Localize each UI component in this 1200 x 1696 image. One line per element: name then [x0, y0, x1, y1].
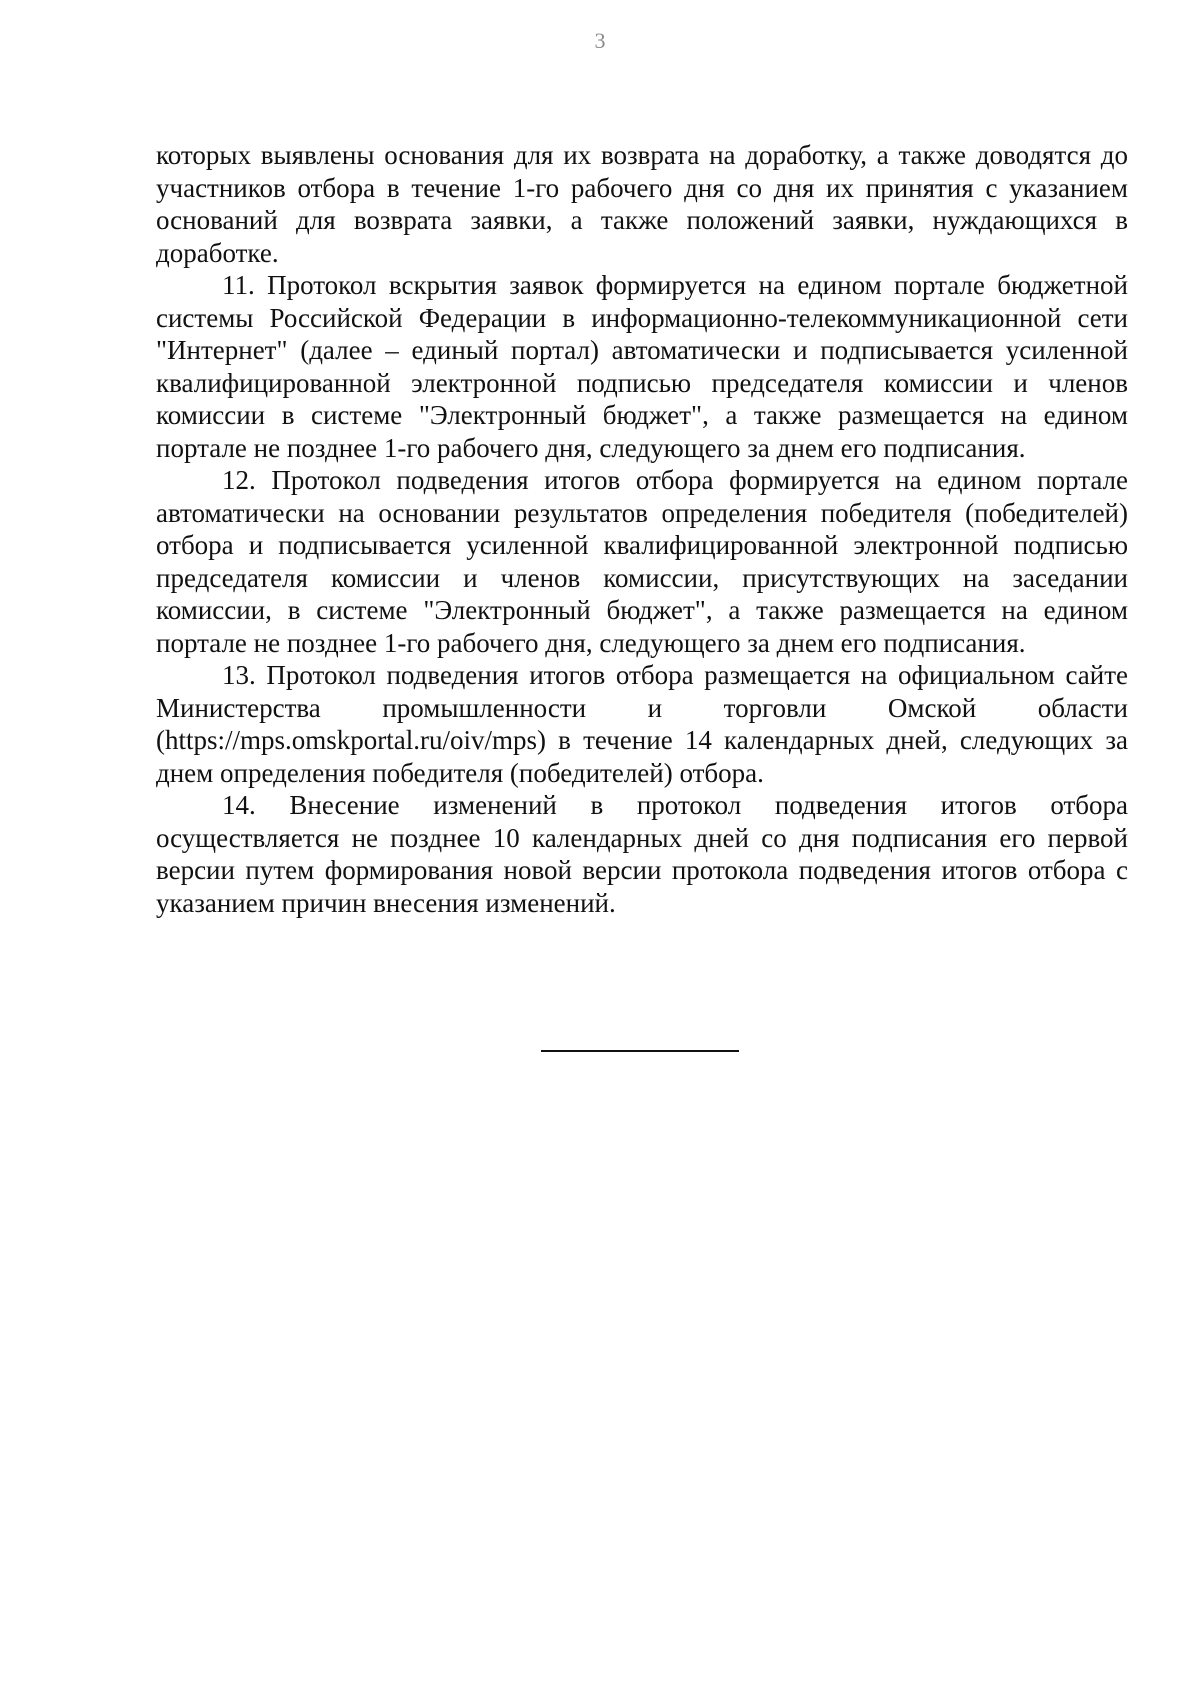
end-of-document-rule	[541, 1050, 739, 1052]
paragraph-item-12: 12. Протокол подведения итогов отбора формируется на едином портале автоматически на основании результатов определения победителя (победителей) отбора и подписывается усиленной квалифицированной электронной подписью председателя комиссии и членов комиссии, присутствующих на заседании комиссии, в системе "Электронный бюджет", а также размещается на едином портале не позднее 1-го рабочего дня, следующего за днем его подписания.	[156, 465, 1128, 658]
paragraph-item-14: 14. Внесение изменений в протокол подведения итогов отбора осуществляется не позднее 10 календарных дней со дня подписания его первой версии путем формирования новой версии протокола подведения итогов отбора с указанием причин внесения изменений.	[156, 790, 1128, 918]
document-body	[156, 139, 1128, 919]
paragraph-item-11: 11. Протокол вскрытия заявок формируется на едином портале бюджетной системы Российской Федерации в информационно-телекоммуникационной сети "Интернет" (далее – единый портал) автоматически и подписывается усиленной квалифицированной электронной подписью председателя комиссии и членов комиссии в системе "Электронный бюджет", а также размещается на едином портале не позднее 1-го рабочего дня, следующего за днем его подписания.	[156, 270, 1128, 463]
paragraph-item-13: 13. Протокол подведения итогов отбора размещается на официальном сайте Министерства промышленности и торговли Омской области (https://mps.omskportal.ru/oiv/mps) в течение 14 календарных дней, следующих за днем определения победителя (победителей) отбора.	[156, 660, 1128, 788]
page-number: 3	[594, 28, 606, 53]
paragraph-continuation: которых выявлены основания для их возврата на доработку, а также доводятся до участников отбора в течение 1-го рабочего дня со дня их принятия с указанием оснований для возврата заявки, а также положений заявки, нуждающихся в доработке.	[156, 140, 1128, 268]
